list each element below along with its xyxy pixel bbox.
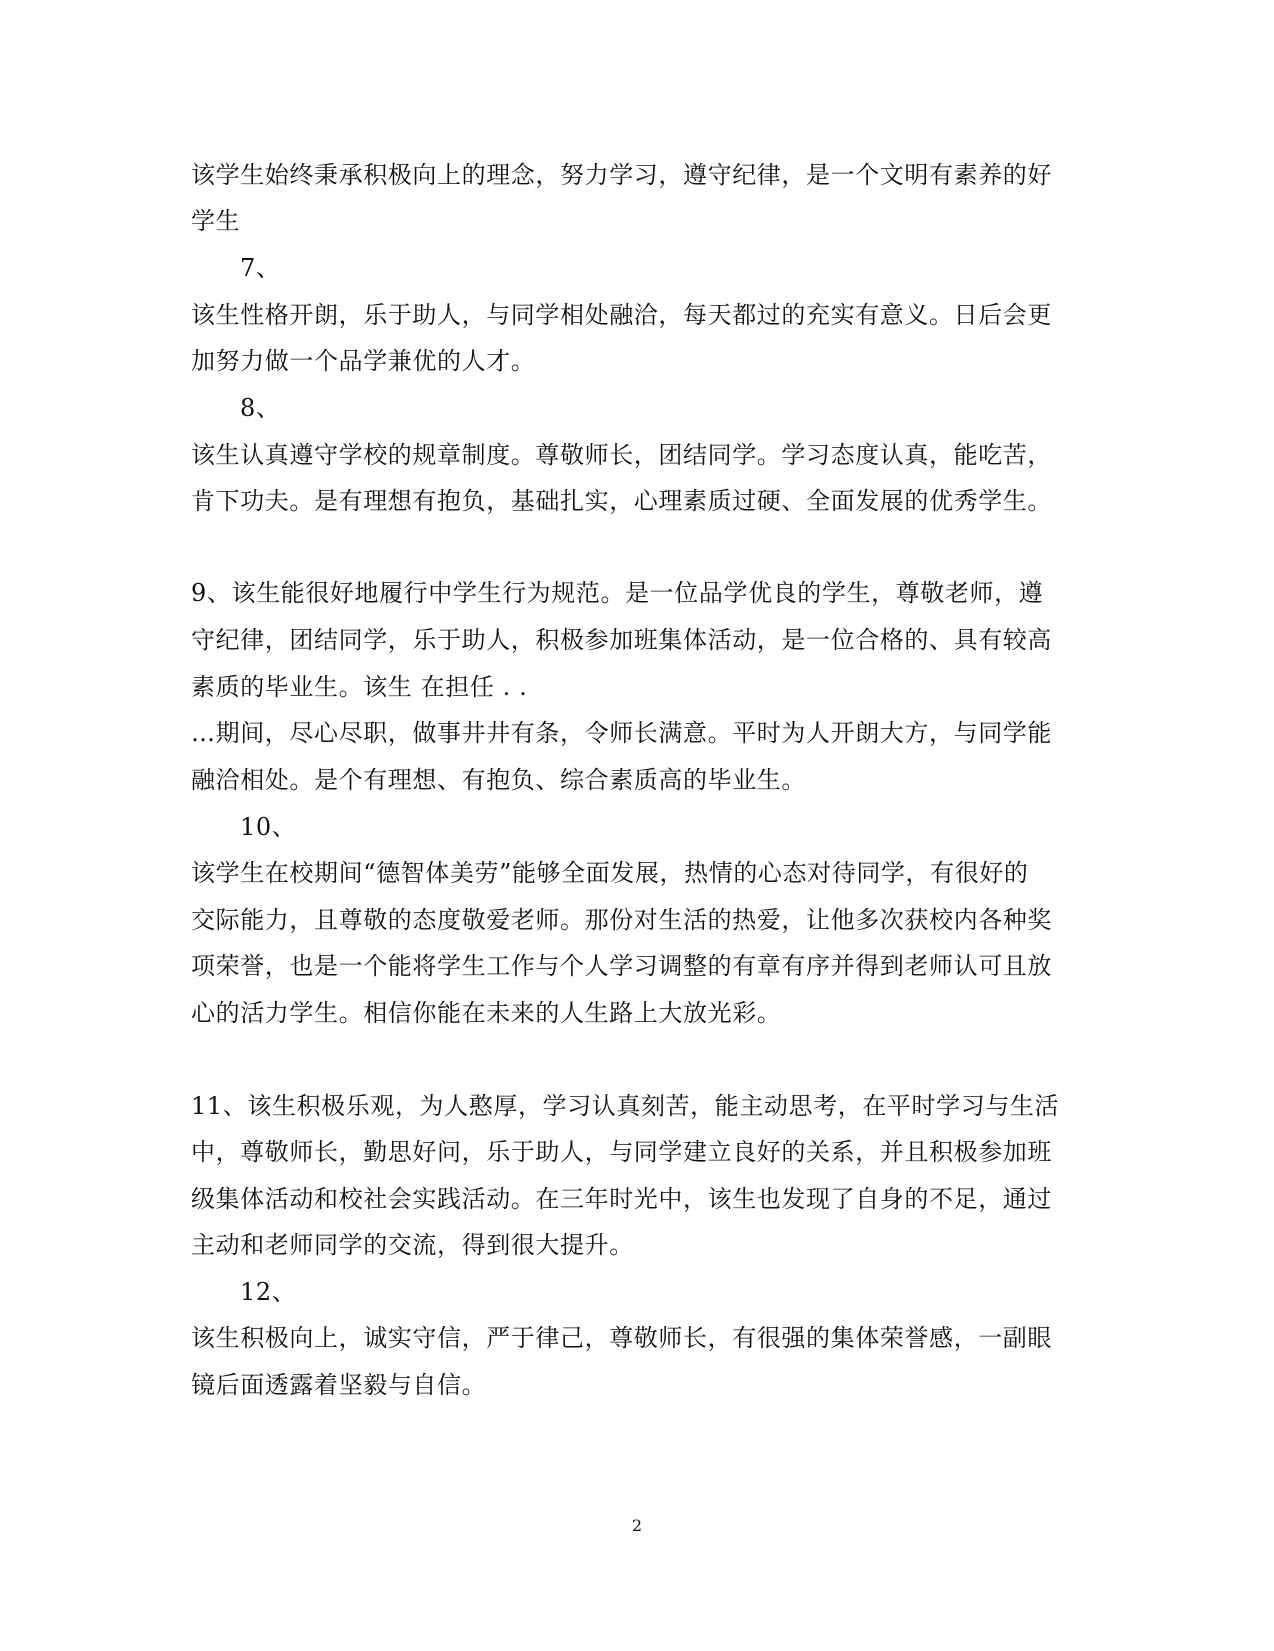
text-line: 素质的毕业生。该生 在担任 . . bbox=[191, 673, 528, 701]
text-line: 该学生在校期间“德智体美劳”能够全面发展，热情的心态对待同学，有很好的 bbox=[191, 859, 1029, 887]
page-number: 2 bbox=[631, 1516, 643, 1535]
item-number: 7、 bbox=[240, 254, 281, 282]
text-line: 项荣誉，也是一个能将学生工作与个人学习调整的有章有序并得到老师认可且放 bbox=[191, 952, 1052, 980]
text-line: 该生积极向上，诚实守信，严于律己，尊敬师长，有很强的集体荣誉感，一副眼 bbox=[191, 1324, 1052, 1352]
text-line: 主动和老师同学的交流，得到很大提升。 bbox=[191, 1231, 634, 1259]
text-line: 肯下功夫。是有理想有抱负，基础扎实，心理素质过硬、全面发展的优秀学生。 bbox=[191, 487, 1052, 515]
text-line: 心的活力学生。相信你能在未来的人生路上大放光彩。 bbox=[191, 999, 782, 1027]
text-line: 级集体活动和校社会实践活动。在三年时光中，该生也发现了自身的不足，通过 bbox=[191, 1185, 1052, 1213]
text-line: 该生认真遵守学校的规章制度。尊敬师长，团结同学。学习态度认真，能吃苦， bbox=[191, 441, 1052, 469]
text-line: 交际能力，且尊敬的态度敬爱老师。那份对生活的热爱，让他多次获校内各种奖 bbox=[191, 906, 1052, 934]
item-number: 12、 bbox=[240, 1278, 297, 1306]
text-line: 融洽相处。是个有理想、有抱负、综合素质高的毕业生。 bbox=[191, 766, 806, 794]
text-line: 11、该生积极乐观，为人憨厚，学习认真刻苦，能主动思考，在平时学习与生活 bbox=[191, 1092, 1060, 1120]
item-number: 10、 bbox=[240, 813, 297, 841]
text-line: …期间，尽心尽职，做事井井有条，令师长满意。平时为人开朗大方，与同学能 bbox=[191, 719, 1052, 747]
text-line: 9、该生能很好地履行中学生行为规范。是一位品学优良的学生，尊敬老师，遵 bbox=[191, 579, 1044, 607]
text-line: 加努力做一个品学兼优的人才。 bbox=[191, 347, 536, 375]
item-number: 8、 bbox=[240, 394, 281, 422]
text-line: 学生 bbox=[191, 207, 241, 235]
text-line: 镜后面透露着坚毅与自信。 bbox=[191, 1371, 487, 1399]
text-line: 该生性格开朗，乐于助人，与同学相处融洽，每天都过的充实有意义。日后会更 bbox=[191, 301, 1052, 329]
text-line: 守纪律，团结同学，乐于助人，积极参加班集体活动，是一位合格的、具有较高 bbox=[191, 626, 1052, 654]
text-line: 中，尊敬师长，勤思好问，乐于助人，与同学建立良好的关系，并且积极参加班 bbox=[191, 1138, 1052, 1166]
text-line: 该学生始终秉承积极向上的理念，努力学习，遵守纪律，是一个文明有素养的好 bbox=[191, 161, 1052, 189]
